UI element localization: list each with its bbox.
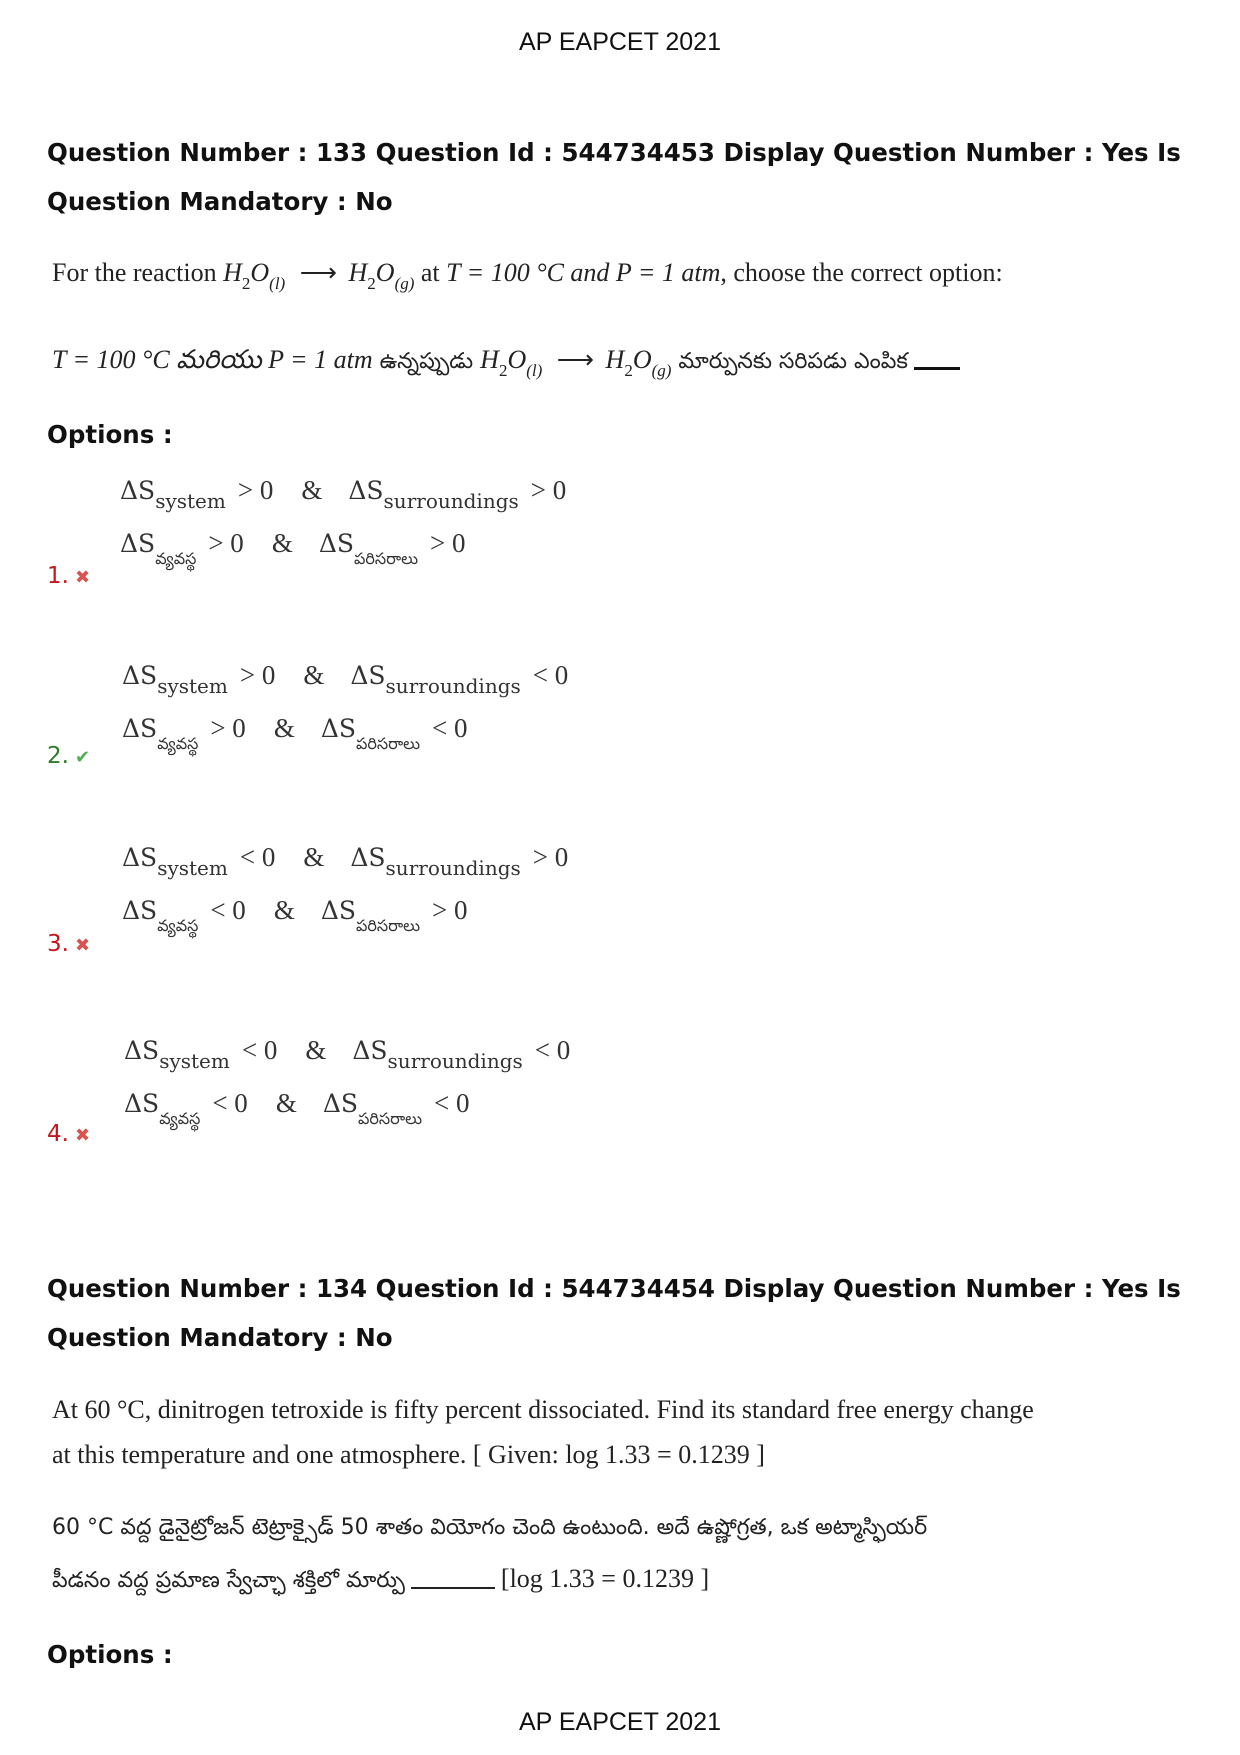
option-3-number <box>47 931 90 957</box>
delta-s: ΔS <box>124 1036 160 1065</box>
reaction-arrow: ⟶ <box>299 258 334 287</box>
option-1-english <box>120 475 568 513</box>
system-sign: > 0 <box>237 475 274 505</box>
ampersand: & <box>273 895 295 925</box>
delta-s: ΔS <box>122 843 158 872</box>
subscript-system: system <box>155 489 226 513</box>
question-133-heading: Question Number : 133 Question Id : 544734453 Display Question Number : Yes Is Question Mandatory : No <box>47 138 1181 216</box>
subscript-surroundings-te: పరిసరాలు <box>356 734 420 753</box>
option-2-number <box>47 743 90 769</box>
reaction-arrow: ⟶ <box>556 345 592 374</box>
ampersand: & <box>275 1088 297 1118</box>
surroundings-sign: > 0 <box>530 475 567 505</box>
delta-s: ΔS <box>122 896 158 925</box>
surroundings-sign: > 0 <box>429 528 466 558</box>
subscript-surroundings: surroundings <box>387 1049 523 1073</box>
option-3-telugu <box>122 895 469 935</box>
surroundings-sign: < 0 <box>433 1088 470 1118</box>
subscript-system-te: వ్యవస్థ <box>157 734 199 753</box>
subscript-system: system <box>159 1049 230 1073</box>
subscript-surroundings: surroundings <box>385 856 521 880</box>
page-header: AP EAPCET 2021 <box>519 28 721 56</box>
phase-gas: (g) <box>651 361 672 380</box>
ampersand: & <box>273 713 295 743</box>
subscript-2: 2 <box>498 361 508 380</box>
reactant-o: O <box>250 258 270 287</box>
option-number: 3. <box>47 931 69 957</box>
subscript-system: system <box>157 674 228 698</box>
option-3-english <box>122 842 570 880</box>
page-footer: AP EAPCET 2021 <box>519 1708 721 1736</box>
delta-s: ΔS <box>120 529 156 558</box>
subscript-surroundings-te: పరిసరాలు <box>354 549 418 568</box>
option-4-number <box>47 1121 90 1147</box>
cross-icon: ✖ <box>74 935 91 956</box>
option-4-english <box>124 1035 572 1073</box>
stem-suffix: , choose the correct option: <box>720 258 1003 287</box>
question-134-stem-telugu-line-2 <box>52 1564 709 1598</box>
delta-s: ΔS <box>320 896 357 925</box>
system-sign: > 0 <box>239 660 276 690</box>
question-134-heading: Question Number : 134 Question Id : 544734454 Display Question Number : Yes Is Question Mandatory : No <box>47 1274 1181 1352</box>
question-133-stem-telugu <box>52 345 960 381</box>
ampersand: & <box>305 1035 327 1065</box>
subscript-2: 2 <box>624 361 633 380</box>
option-2-english <box>122 660 570 698</box>
stem-suffix-te: మార్పునకు సరిపడు ఎంపిక <box>671 349 908 374</box>
subscript-surroundings-te: పరిసరాలు <box>356 916 420 935</box>
reactant-h: H <box>223 258 242 287</box>
question-133-stem-english <box>52 258 1003 294</box>
system-sign: > 0 <box>210 713 246 743</box>
ampersand: & <box>301 475 323 505</box>
delta-s: ΔS <box>322 1089 359 1118</box>
system-sign: < 0 <box>241 1035 278 1065</box>
delta-s: ΔS <box>348 476 384 505</box>
question-134-stem-english-line-2: at this temperature and one atmosphere. [ Given: log 1.33 = 0.1239 ] <box>52 1440 765 1469</box>
given-value: [log 1.33 = 0.1239 ] <box>500 1564 710 1593</box>
option-1-number <box>47 563 90 589</box>
product-o: O <box>632 345 652 374</box>
subscript-2: 2 <box>367 274 376 293</box>
surroundings-sign: < 0 <box>431 713 468 743</box>
delta-s: ΔS <box>320 714 357 743</box>
delta-s: ΔS <box>318 529 355 558</box>
reactant-o: O <box>507 345 527 374</box>
options-label: Options : <box>47 420 173 449</box>
stem-condition-te: T = 100 °C మరియు P = 1 atm <box>52 345 373 374</box>
cross-icon: ✖ <box>74 567 91 588</box>
product-h: H <box>605 345 625 374</box>
surroundings-sign: > 0 <box>431 895 468 925</box>
system-sign: < 0 <box>212 1088 248 1118</box>
surroundings-sign: < 0 <box>534 1035 571 1065</box>
stem-prefix: For the reaction <box>52 258 224 287</box>
surroundings-sign: < 0 <box>532 660 569 690</box>
subscript-system-te: వ్యవస్థ <box>155 549 197 568</box>
subscript-system-te: వ్యవస్థ <box>157 916 199 935</box>
telugu-line-2-text: పీడనం వద్ద ప్రమాణ స్వేచ్ఛా శక్తిలో మార్పు <box>52 1568 405 1593</box>
answer-blank <box>914 367 960 370</box>
option-1-telugu <box>120 528 467 568</box>
checkmark-icon: ✔ <box>74 747 91 768</box>
subscript-2: 2 <box>241 274 251 293</box>
stem-condition: T = 100 °C and P = 1 atm <box>446 258 721 287</box>
option-2-telugu <box>122 713 469 753</box>
ampersand: & <box>271 528 293 558</box>
stem-mid-te: ఉన్నప్పుడు <box>372 349 481 374</box>
cross-icon: ✖ <box>74 1125 91 1146</box>
subscript-system: system <box>157 856 228 880</box>
option-number: 1. <box>47 563 69 589</box>
delta-s: ΔS <box>120 476 156 505</box>
phase-liquid: (l) <box>526 361 543 380</box>
phase-gas: (g) <box>394 274 415 293</box>
subscript-surroundings: surroundings <box>383 489 519 513</box>
delta-s: ΔS <box>122 714 158 743</box>
option-number: 2. <box>47 743 69 769</box>
surroundings-sign: > 0 <box>532 842 569 872</box>
reactant-h: H <box>480 345 499 374</box>
system-sign: < 0 <box>239 842 276 872</box>
question-134-stem-telugu-line-1: 60 °C వద్ద డైనైట్రోజన్ టెట్రాక్సైడ్ 50 శాతం వియోగం చెంది ఉంటుంది. అదే ఉష్ణోగ్రత, ఒక అట్మాస్ఫియర్ <box>52 1515 928 1540</box>
subscript-surroundings-te: పరిసరాలు <box>358 1109 422 1128</box>
options-label: Options : <box>47 1640 173 1669</box>
stem-mid: at <box>414 258 447 287</box>
ampersand: & <box>303 660 325 690</box>
product-o: O <box>375 258 395 287</box>
phase-liquid: (l) <box>269 274 286 293</box>
subscript-system-te: వ్యవస్థ <box>159 1109 201 1128</box>
answer-blank <box>411 1587 495 1589</box>
system-sign: > 0 <box>208 528 244 558</box>
option-4-telugu <box>124 1088 471 1128</box>
option-number: 4. <box>47 1121 69 1147</box>
delta-s: ΔS <box>124 1089 160 1118</box>
subscript-surroundings: surroundings <box>385 674 521 698</box>
system-sign: < 0 <box>210 895 246 925</box>
ampersand: & <box>303 842 325 872</box>
delta-s: ΔS <box>122 661 158 690</box>
question-134-stem-english-line-1: At 60 °C, dinitrogen tetroxide is fifty percent dissociated. Find its standard free energy change <box>52 1395 1034 1424</box>
product-h: H <box>348 258 368 287</box>
delta-s: ΔS <box>352 1036 388 1065</box>
delta-s: ΔS <box>350 661 386 690</box>
delta-s: ΔS <box>350 843 386 872</box>
